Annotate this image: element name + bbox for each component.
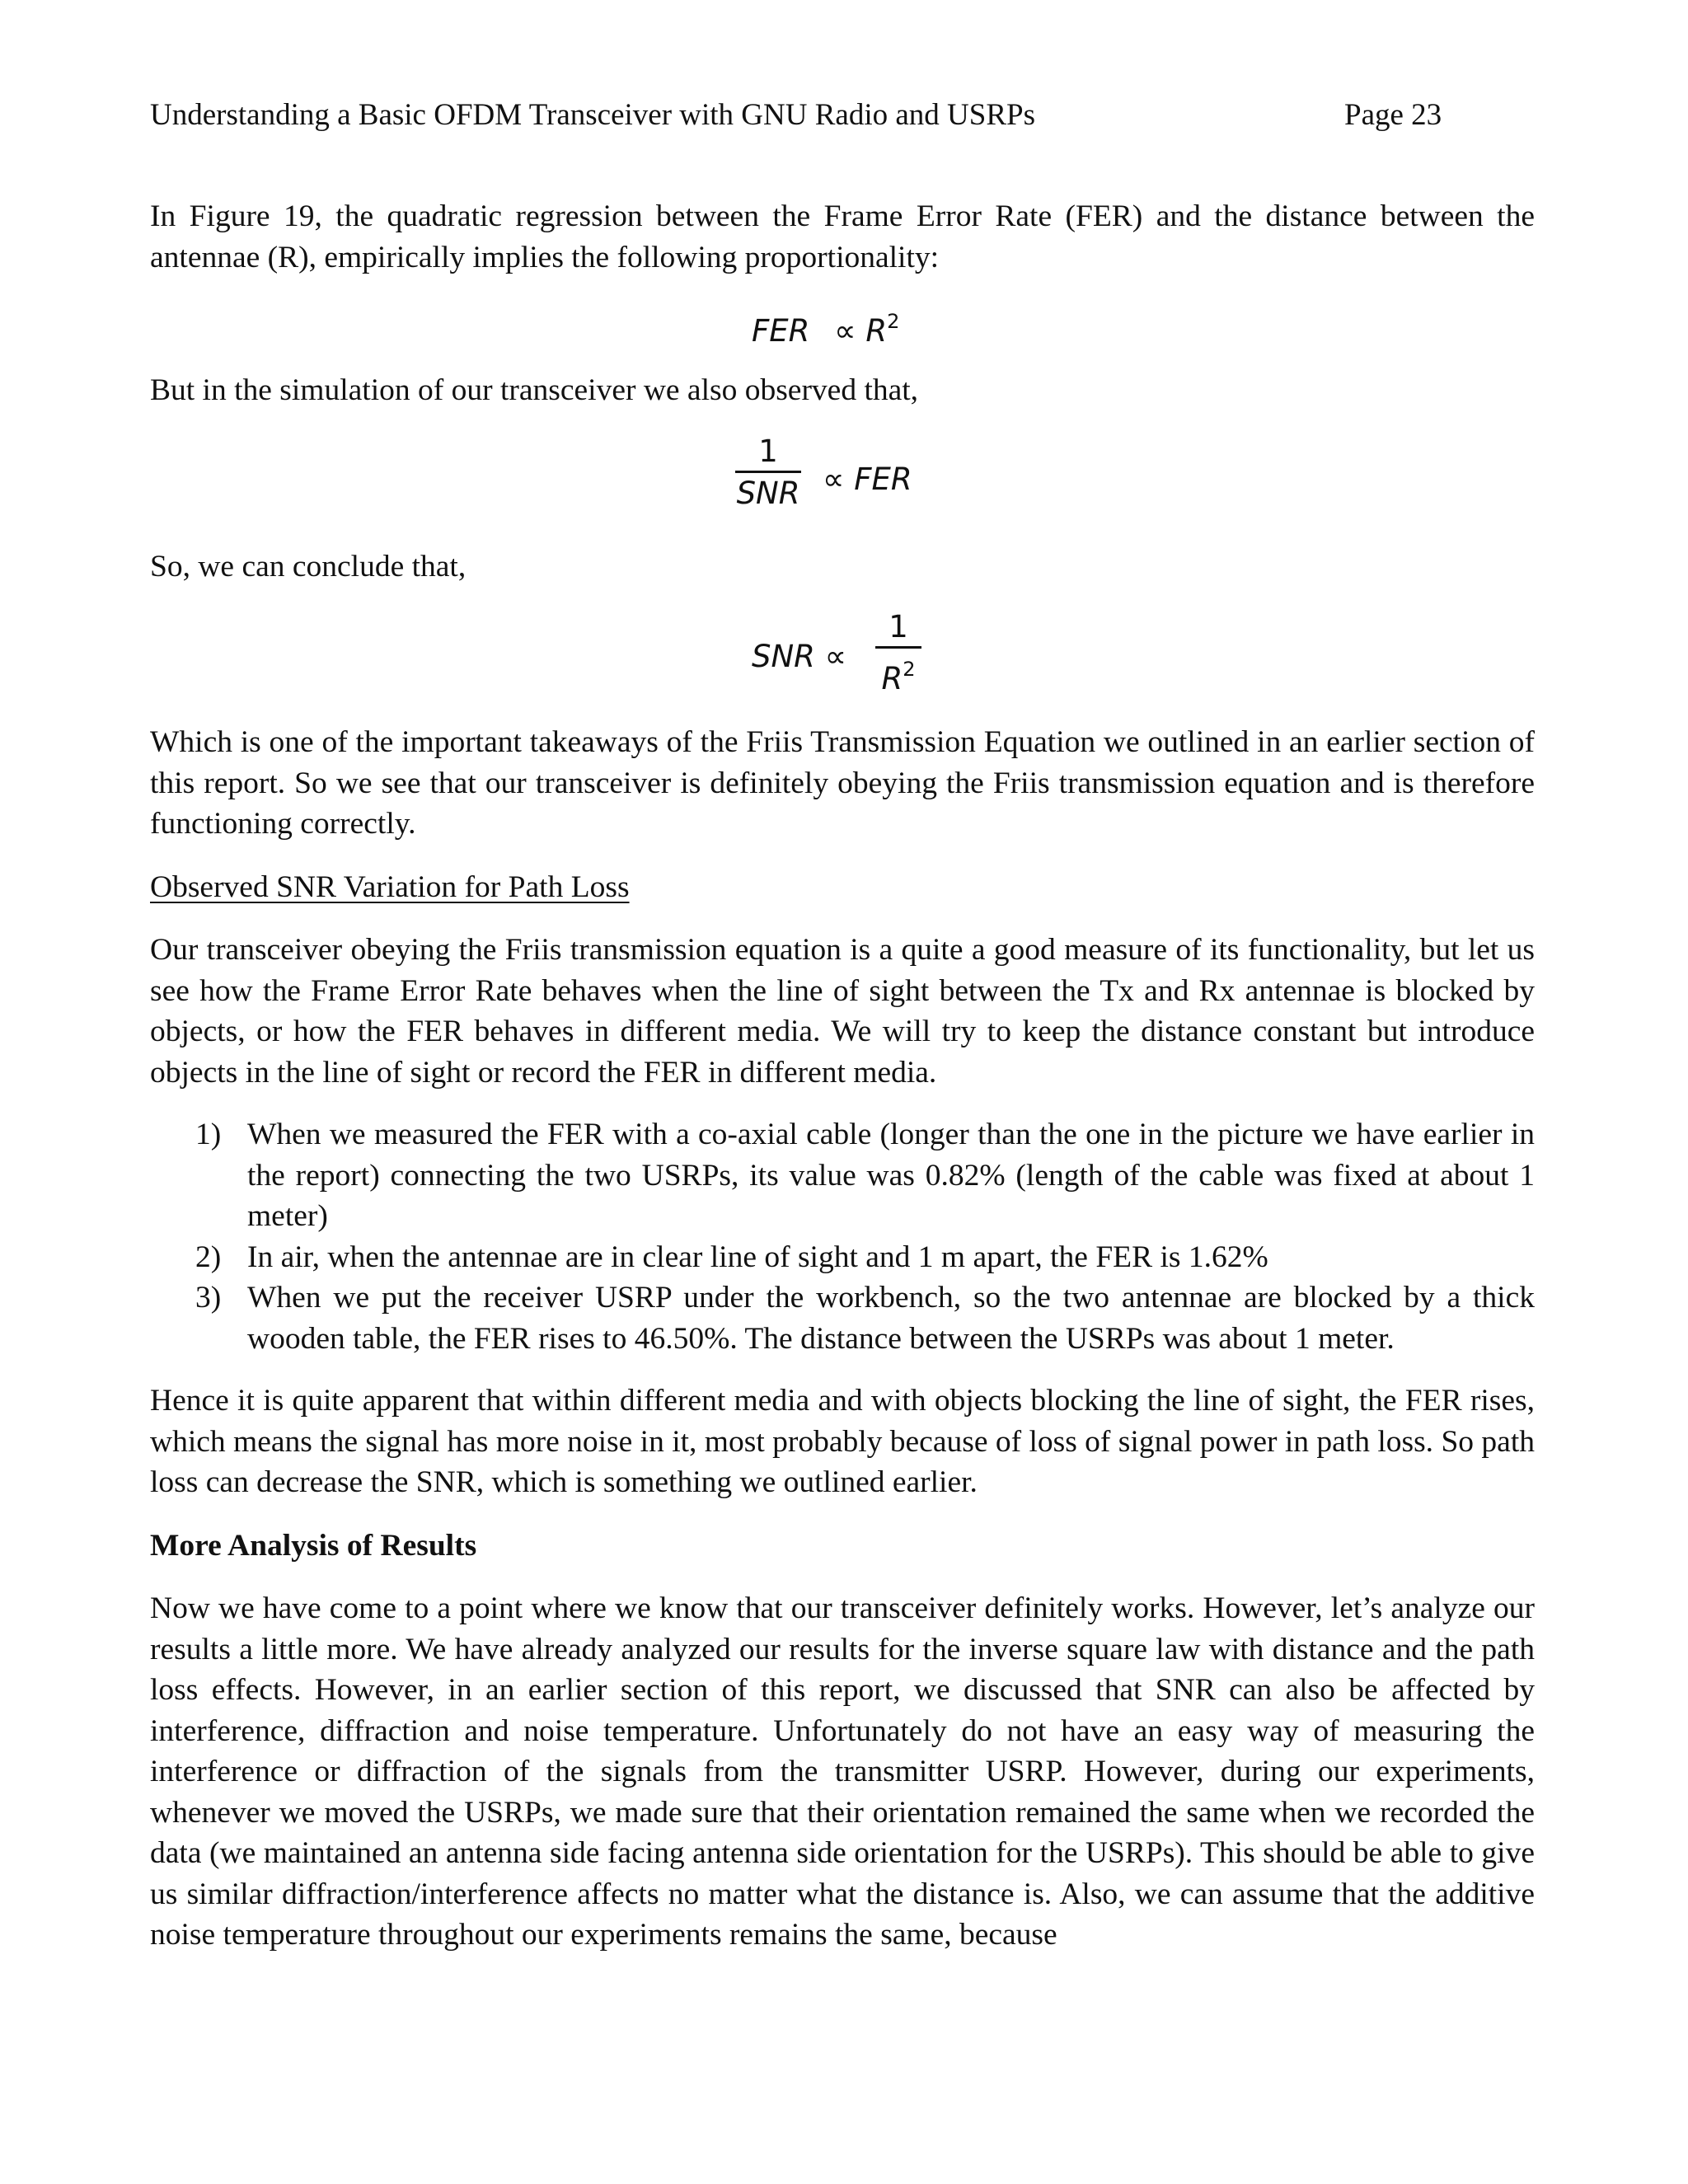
eq2-numerator: 1 — [758, 434, 778, 469]
list-item-text: When we measured the FER with a co-axial cable (longer than the one in the picture we have earlier in the report) connecting the two USRPs, its value was 0.82% (length of the cable was fixed at about 1 meter) — [247, 1118, 1535, 1233]
eq2-proportional-symbol: ∝ — [823, 462, 845, 497]
list-item — [195, 1114, 1535, 1237]
eq2-rhs-group — [823, 462, 912, 498]
eq3-exponent: 2 — [903, 657, 916, 681]
list-item-number: 3) — [195, 1281, 222, 1315]
eq2-denominator: SNR — [736, 475, 800, 511]
eq3-denominator: R — [881, 660, 903, 696]
list-item-number: 2) — [195, 1240, 222, 1274]
list-item-number: 1) — [195, 1118, 222, 1151]
eq3-lhs: SNR — [752, 639, 815, 674]
paragraph-more-analysis: Now we have come to a point where we know that our transceiver definitely works. However, let’s analyze our results a little more. We have already analyzed our results for the inverse square law with distance and the path loss effects. However, in an earlier section of this report, we discussed that SNR can also be affected by interference, diffraction and noise temperature. Unfortunately do not have an easy way of measuring the interference or diffraction of the signals from the transmitter USRP. However, during our experiments, whenever we moved the USRPs, we made sure that their orientation remained the same when we recorded the data (we maintained an antenna side facing antenna side orientation for the USRPs). This should be able to give us similar diffraction/interference affects no matter what the distance is. Also, we can assume that the additive noise temperature throughout our experiments remains the same, because — [150, 1591, 1535, 1952]
equation-fer-proportional-r2 — [752, 303, 899, 349]
eq1-exponent: 2 — [887, 310, 900, 333]
list-item — [195, 1237, 1535, 1278]
eq1-rhs: R — [865, 313, 888, 349]
eq3-denominator-group — [875, 649, 921, 700]
eq3-numerator: 1 — [889, 609, 908, 644]
paragraph-intro: In Figure 19, the quadratic regression between the Frame Error Rate (FER) and the distance between the antennae (R), empirically implies the following proportionality: — [150, 199, 1535, 274]
paragraph-hence: Hence it is quite apparent that within different media and with objects blocking the line of sight, the FER rises, which means the signal has more noise in it, most probably because of loss of signal power in path loss. So path loss can decrease the SNR, which is something we outlined earlier. — [150, 1384, 1535, 1499]
eq3-fraction — [875, 608, 921, 700]
list-item-text: When we put the receiver USRP under the workbench, so the two antennae are blocked by a thick wooden table, the FER rises to 46.50%. The distance between the USRPs was about 1 meter. — [247, 1281, 1535, 1356]
eq1-lhs: FER — [752, 313, 810, 349]
heading-more-analysis: More Analysis of Results — [150, 1529, 477, 1563]
paragraph-simulation: But in the simulation of our transceiver we also observed that, — [150, 373, 919, 407]
paragraph-conclude: So, we can conclude that, — [150, 550, 467, 583]
page-number: Page 23 — [1344, 98, 1442, 132]
paragraph-path-loss: Our transceiver obeying the Friis transmission equation is a quite a good measure of its functionality, but let us see how the Frame Error Rate behaves when the line of sight between the Tx and Rx antennae is blocked by objects, or how the FER behaves in different media. We will try to keep the distance constant but introduce objects in the line of sight or record the FER in different media. — [150, 933, 1535, 1090]
eq3-lhs-group — [752, 639, 846, 675]
eq1-proportional-symbol: ∝ — [834, 313, 856, 349]
eq2-rhs: FER — [854, 462, 912, 497]
list-item-text: In air, when the antennae are in clear line of sight and 1 m apart, the FER is 1.62% — [247, 1240, 1268, 1274]
paragraph-friis: Which is one of the important takeaways of the Friis Transmission Equation we outlined in an earlier section of this report. So we see that our transceiver is definitely obeying the Friis transmission equation and is therefore functioning correctly. — [150, 725, 1535, 841]
subheading-snr-path-loss: Observed SNR Variation for Path Loss — [150, 870, 630, 904]
eq2-fraction — [735, 433, 801, 514]
eq3-proportional-symbol: ∝ — [824, 639, 847, 674]
results-list — [195, 1114, 1535, 1359]
list-item — [195, 1277, 1535, 1359]
header-title: Understanding a Basic OFDM Transceiver with GNU Radio and USRPs — [150, 98, 1035, 132]
